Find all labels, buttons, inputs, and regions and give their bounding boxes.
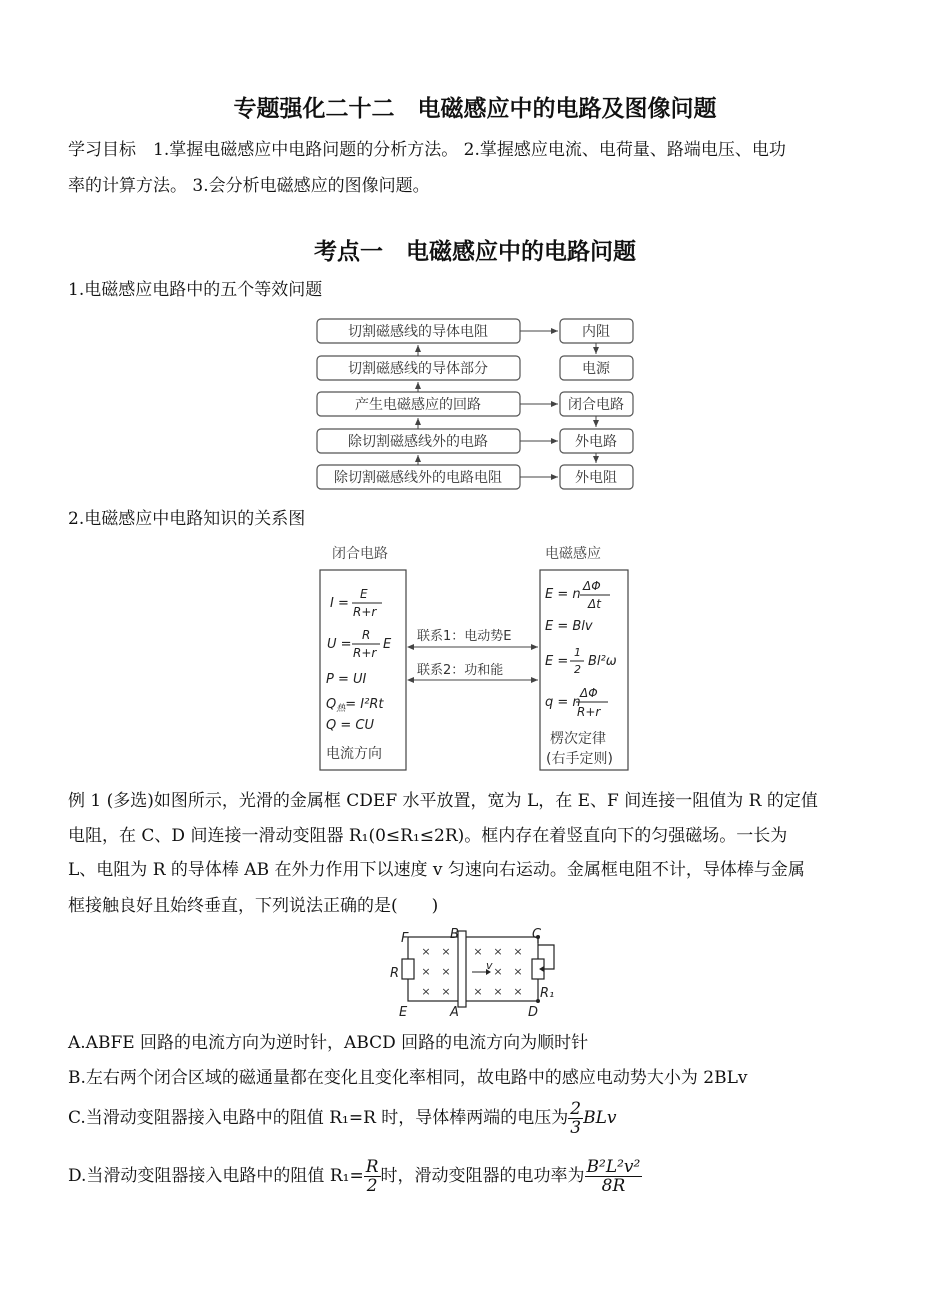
- label-R: R: [390, 966, 400, 981]
- lenz-law: 楞次定律: [550, 731, 606, 747]
- formula-voltage: U =: [327, 637, 352, 652]
- option-d-fraction-1: [364, 1158, 381, 1195]
- item2-heading: 2.电磁感应中电路知识的关系图: [68, 509, 306, 529]
- left-label-4: 除切割磁感线外的电路: [348, 434, 488, 450]
- svg-text:×: ×: [473, 985, 483, 998]
- svg-text:×: ×: [513, 985, 523, 998]
- option-d-num1: R: [365, 1157, 379, 1177]
- section-title: 考点一 电磁感应中的电路问题: [314, 239, 636, 265]
- option-d-den2: 8R: [601, 1176, 626, 1196]
- formula-power: P = UI: [326, 672, 367, 687]
- label-F: F: [401, 931, 409, 946]
- objectives-line-1: 学习目标 1.掌握电磁感应中电路问题的分析方法。 2.掌握感应电流、电荷量、路端电压、电功: [68, 140, 786, 160]
- page-title: 专题强化二十二 电磁感应中的电路及图像问题: [233, 96, 717, 122]
- right-hand-rule: (右手定则): [546, 751, 613, 767]
- svg-text:×: ×: [441, 945, 451, 958]
- option-d-mid: 时，滑动变阻器的电功率为: [380, 1166, 585, 1186]
- right-label-3: 闭合电路: [568, 397, 624, 413]
- option-d: [68, 1158, 642, 1195]
- left-label-5: 除切割磁感线外的电路电阻: [334, 470, 502, 486]
- svg-text:2: 2: [574, 663, 581, 676]
- svg-text:×: ×: [493, 985, 503, 998]
- formula-emf-flux: E = n: [545, 587, 581, 602]
- svg-text:E: E: [383, 637, 392, 652]
- option-c-text: C.当滑动变阻器接入电路中的阻值 R₁=R 时，导体棒两端的电压为: [68, 1108, 569, 1128]
- option-c: [68, 1100, 617, 1137]
- label-E: E: [399, 1005, 408, 1020]
- option-d-den1: 2: [366, 1176, 378, 1196]
- current-direction: 电流方向: [326, 746, 382, 762]
- example-line-4: 框接触良好且始终垂直，下列说法正确的是( ): [68, 896, 439, 916]
- label-v: v: [486, 959, 493, 972]
- label-C: C: [532, 927, 542, 942]
- svg-text:×: ×: [513, 945, 523, 958]
- svg-text:×: ×: [493, 945, 503, 958]
- svg-text:R+r: R+r: [353, 605, 377, 619]
- option-b: B.左右两个闭合区域的磁通量都在变化且变化率相同，故电路中的感应电动势大小为 2BLv: [68, 1068, 748, 1088]
- svg-text:×: ×: [493, 965, 503, 978]
- svg-text:Δt: Δt: [588, 597, 601, 611]
- left-column-title: 闭合电路: [332, 546, 388, 562]
- svg-text:×: ×: [421, 985, 431, 998]
- right-column-title: 电磁感应: [545, 546, 601, 562]
- option-c-tail: BLv: [583, 1108, 617, 1128]
- svg-text:ΔΦ: ΔΦ: [580, 686, 598, 700]
- svg-text:×: ×: [441, 965, 451, 978]
- svg-text:×: ×: [473, 945, 483, 958]
- option-c-den: 3: [570, 1118, 582, 1138]
- formula-charge: Q = CU: [326, 718, 374, 733]
- option-c-fraction: [568, 1100, 583, 1137]
- left-label-2: 切割磁感线的导体部分: [348, 361, 488, 377]
- right-label-2: 电源: [582, 361, 610, 377]
- conductor-rod: [458, 931, 466, 1007]
- link-1-label: 联系1：电动势E: [417, 629, 512, 644]
- left-label-3: 产生电磁感应的回路: [355, 397, 481, 413]
- formula-current: I =: [330, 596, 349, 611]
- svg-text:×: ×: [421, 965, 431, 978]
- example-line-1: 例 1 (多选)如图所示，光滑的金属框 CDEF 水平放置，宽为 L，在 E、F 间连接一阻值为 R 的定值: [68, 791, 818, 811]
- resistor-R: [402, 959, 414, 979]
- svg-text:R+r: R+r: [353, 646, 377, 660]
- label-B: B: [450, 927, 459, 942]
- svg-text:ΔΦ: ΔΦ: [583, 579, 601, 593]
- svg-text:E: E: [360, 587, 368, 601]
- option-c-num: 2: [570, 1099, 582, 1119]
- formula-heat: $Q_热= I^2Rt$: [326, 697, 384, 714]
- formula-emf-blv: E = Blv: [545, 619, 593, 634]
- svg-text:×: ×: [421, 945, 431, 958]
- objectives-line-2: 率的计算方法。 3.会分析电磁感应的图像问题。: [68, 176, 430, 196]
- circuit-figure: [388, 925, 568, 1025]
- right-label-5: 外电阻: [575, 470, 617, 486]
- formula-charge-induction: q = n: [545, 695, 581, 710]
- item1-heading: 1.电磁感应电路中的五个等效问题: [68, 280, 323, 300]
- svg-text:×: ×: [441, 985, 451, 998]
- example-line-2: 电阻，在 C、D 间连接一滑动变阻器 R₁(0≤R₁≤2R)。框内存在着竖直向下的匀强磁场。一长为: [68, 826, 788, 846]
- label-R1: R₁: [540, 986, 555, 1001]
- option-d-text: D.当滑动变阻器接入电路中的阻值 R₁=: [68, 1166, 364, 1186]
- left-label-1: 切割磁感线的导体电阻: [348, 324, 488, 340]
- svg-text:R: R: [362, 628, 371, 642]
- option-d-num2: B²L²v²: [586, 1157, 641, 1177]
- right-label-1: 内阻: [582, 324, 610, 340]
- label-A: A: [450, 1005, 459, 1020]
- svg-text:R+r: R+r: [577, 705, 601, 719]
- svg-text:Bl²ω: Bl²ω: [588, 654, 617, 669]
- svg-text:1: 1: [574, 646, 581, 659]
- formula-emf-rotation: E =: [545, 654, 569, 669]
- link-2-label: 联系2：功和能: [417, 663, 504, 678]
- label-D: D: [528, 1005, 539, 1020]
- equivalence-diagram: [310, 312, 650, 494]
- right-label-4: 外电路: [575, 434, 617, 450]
- option-a: A.ABFE 回路的电流方向为逆时针，ABCD 回路的电流方向为顺时针: [68, 1033, 589, 1053]
- svg-text:×: ×: [513, 965, 523, 978]
- option-d-fraction-2: [585, 1158, 643, 1195]
- relation-diagram: [312, 540, 637, 776]
- example-line-3: L、电阻为 R 的导体棒 AB 在外力作用下以速度 v 匀速向右运动。金属框电阻不计，导体棒与金属: [68, 860, 805, 880]
